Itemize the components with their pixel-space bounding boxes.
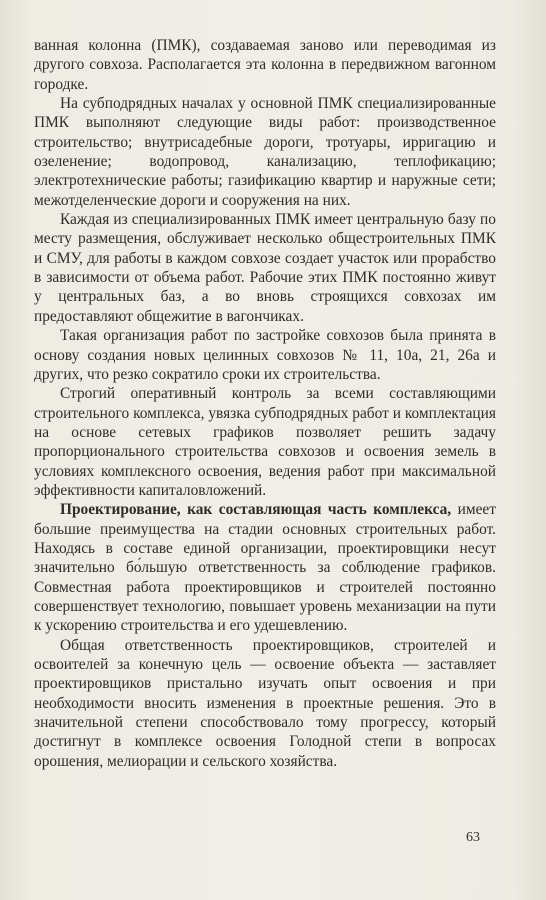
paragraph-6-lead: Проектирование, как составляющая часть комплекса, xyxy=(60,501,452,519)
paragraph-4-text: Такая организация работ по застройке совхозов была принята в основу создания новых целинных совхозов № 11, 10а, 21, 26а и других, что резко сократило сроки их строительства. xyxy=(34,327,496,383)
paragraph-2 xyxy=(34,94,496,210)
page-number: 63 xyxy=(466,830,480,845)
paragraph-1 xyxy=(34,36,496,94)
paragraph-7-text: Общая ответственность проектировщиков, строителей и освоителей за конечную цель — освоение объекта — заставляет проектировщиков пристально изучать опыт освоения и при необходимости вносить изменения в проектные решения. Это в значительной степени способствовало тому прогрессу, который достигнут в комплексе освоения Голодной степи в вопросах орошения, мелиорации и сельского хозяйства. xyxy=(34,636,496,770)
paragraph-3-text: Каждая из специализированных ПМК имеет центральную базу по месту размещения, обслуживает несколько общестроительных ПМК и СМУ, для работы в каждом совхозе создает участок или прорабство в зависимости от объема работ. Рабочие этих ПМК постоянно живут у центральных баз, а во вновь строящихся совхозах им предоставляют общежитие в вагончиках. xyxy=(34,211,496,325)
paragraph-5 xyxy=(34,384,496,500)
paragraph-1-text: ванная колонна (ПМК), создаваемая заново или переводимая из другого совхоза. Располагается эта колонна в передвижном вагонном городке. xyxy=(34,37,496,93)
paragraph-7 xyxy=(34,636,496,771)
paragraph-6-text: имеет большие преимущества на стадии основных строительных работ. Находясь в составе единой организации, проектировщики несут значительно бо́льшую ответственность за соблюдение графиков. Совместная работа проектировщиков и строителей постоянно совершенствует технологию, повышает уровень механизации на пути к ускорению строительства и его удешевлению. xyxy=(34,501,496,635)
paragraph-3 xyxy=(34,210,496,326)
paragraph-2-text: На субподрядных началах у основной ПМК специализированные ПМК выполняют следующие виды работ: производственное строительство; внутрисадебные дороги, тротуары, ирригацию и озеленение; водопровод, канализацию, теплофикацию; электротехнические работы; газификацию квартир и наружные сети; межотделенческие дороги и сооружения на них. xyxy=(34,95,496,209)
paragraph-6 xyxy=(34,500,496,635)
paragraph-5-text: Строгий оперативный контроль за всеми составляющими строительного комплекса, увязка субподрядных работ и комплектация на основе сетевых графиков позволяет решить задачу пропорционального строительства совхозов и освоения земель в условиях комплексного освоения, ведения работ при максимальной эффективности капиталовложений. xyxy=(34,385,496,499)
paragraph-4 xyxy=(34,326,496,384)
body-text xyxy=(34,36,496,771)
